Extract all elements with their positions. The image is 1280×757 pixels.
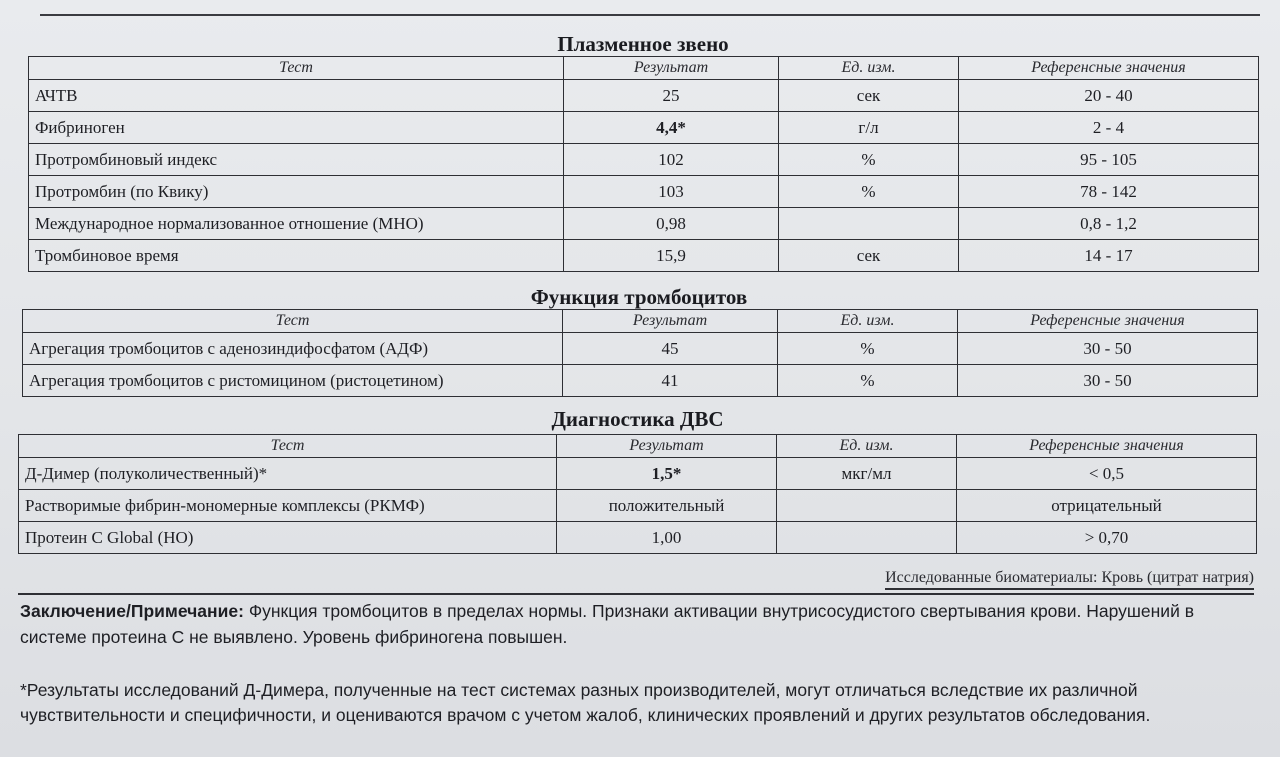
header-test: Тест — [19, 435, 557, 458]
result-cell: 4,4* — [564, 112, 779, 144]
header-test: Тест — [29, 57, 564, 80]
reference-cell: 14 - 17 — [959, 240, 1259, 272]
header-unit: Ед. изм. — [778, 310, 958, 333]
test-name-cell: Агрегация тромбоцитов с аденозиндифосфатом (АДФ) — [23, 333, 563, 365]
header-result: Результат — [557, 435, 777, 458]
reference-cell: > 0,70 — [957, 522, 1257, 554]
header-result: Результат — [563, 310, 778, 333]
table-row — [19, 522, 1257, 554]
result-cell: 15,9 — [564, 240, 779, 272]
result-cell: 1,00 — [557, 522, 777, 554]
unit-cell — [777, 490, 957, 522]
reference-cell: 95 - 105 — [959, 144, 1259, 176]
table-row — [23, 365, 1258, 397]
footnote: *Результаты исследований Д-Димера, полученные на тест системах разных производителей, могут отличаться вследствие их различной чувствительности и специфичности, и оцениваются врачом с учетом жалоб, клинических проявлений и других результатов обследования. — [20, 680, 1151, 725]
unit-cell: % — [779, 176, 959, 208]
header-test: Тест — [23, 310, 563, 333]
reference-cell: 2 - 4 — [959, 112, 1259, 144]
unit-cell — [777, 522, 957, 554]
top-divider — [40, 14, 1260, 16]
plasma-table — [28, 56, 1259, 272]
section-title-plasma: Плазменное звено — [557, 32, 729, 56]
header-unit: Ед. изм. — [777, 435, 957, 458]
test-name-cell: Фибриноген — [29, 112, 564, 144]
reference-cell: < 0,5 — [957, 458, 1257, 490]
test-name-cell: Международное нормализованное отношение (МНО) — [29, 208, 564, 240]
test-name-cell: АЧТВ — [29, 80, 564, 112]
section-title-dic: Диагностика ДВС — [551, 407, 724, 431]
result-cell: 103 — [564, 176, 779, 208]
table-row — [29, 208, 1259, 240]
header-result: Результат — [564, 57, 779, 80]
table-row — [29, 80, 1259, 112]
test-name-cell: Тромбиновое время — [29, 240, 564, 272]
table-row — [29, 144, 1259, 176]
table-row — [29, 112, 1259, 144]
conclusion — [20, 598, 1245, 650]
result-cell: 0,98 — [564, 208, 779, 240]
result-cell: 25 — [564, 80, 779, 112]
reference-cell: 78 - 142 — [959, 176, 1259, 208]
result-cell: 45 — [563, 333, 778, 365]
reference-cell: 0,8 - 1,2 — [959, 208, 1259, 240]
header-ref: Референсные значения — [959, 57, 1259, 80]
unit-cell — [779, 208, 959, 240]
test-name-cell: Протеин С Global (НО) — [19, 522, 557, 554]
table-header-row — [23, 310, 1258, 333]
reference-cell: 30 - 50 — [958, 365, 1258, 397]
test-name-cell: Растворимые фибрин-мономерные комплексы (РКМФ) — [19, 490, 557, 522]
test-name-cell: Протромбин (по Квику) — [29, 176, 564, 208]
dic-table — [18, 434, 1257, 554]
table-row — [19, 458, 1257, 490]
reference-cell: 20 - 40 — [959, 80, 1259, 112]
divider — [18, 593, 1254, 595]
result-cell: 102 — [564, 144, 779, 176]
table-row — [29, 176, 1259, 208]
unit-cell: % — [779, 144, 959, 176]
test-name-cell: Агрегация тромбоцитов с ристомицином (ристоцетином) — [23, 365, 563, 397]
reference-cell: отрицательный — [957, 490, 1257, 522]
unit-cell: г/л — [779, 112, 959, 144]
unit-cell: мкг/мл — [777, 458, 957, 490]
section-title-platelets: Функция тромбоцитов — [530, 285, 748, 309]
test-name-cell: Д-Димер (полуколичественный)* — [19, 458, 557, 490]
unit-cell: сек — [779, 80, 959, 112]
conclusion-text: Функция тромбоцитов в пределах нормы. Признаки активации внутрисосудистого свертывания крови. Нарушений в системе протеина С не выявлено. Уровень фибриногена повышен. — [20, 601, 1195, 647]
result-cell: 1,5* — [557, 458, 777, 490]
result-cell: положительный — [557, 490, 777, 522]
unit-cell: % — [778, 333, 958, 365]
unit-cell: % — [778, 365, 958, 397]
table-header-row — [19, 435, 1257, 458]
table-header-row — [29, 57, 1259, 80]
table-row — [23, 333, 1258, 365]
table-row — [29, 240, 1259, 272]
header-unit: Ед. изм. — [779, 57, 959, 80]
platelets-table — [22, 309, 1258, 397]
conclusion-label: Заключение/Примечание: — [20, 601, 244, 621]
test-name-cell: Протромбиновый индекс — [29, 144, 564, 176]
table-row — [19, 490, 1257, 522]
reference-cell: 30 - 50 — [958, 333, 1258, 365]
biomaterial-note: Исследованные биоматериалы: Кровь (цитрат натрия) — [885, 569, 1254, 590]
header-ref: Референсные значения — [957, 435, 1257, 458]
header-ref: Референсные значения — [958, 310, 1258, 333]
result-cell: 41 — [563, 365, 778, 397]
unit-cell: сек — [779, 240, 959, 272]
